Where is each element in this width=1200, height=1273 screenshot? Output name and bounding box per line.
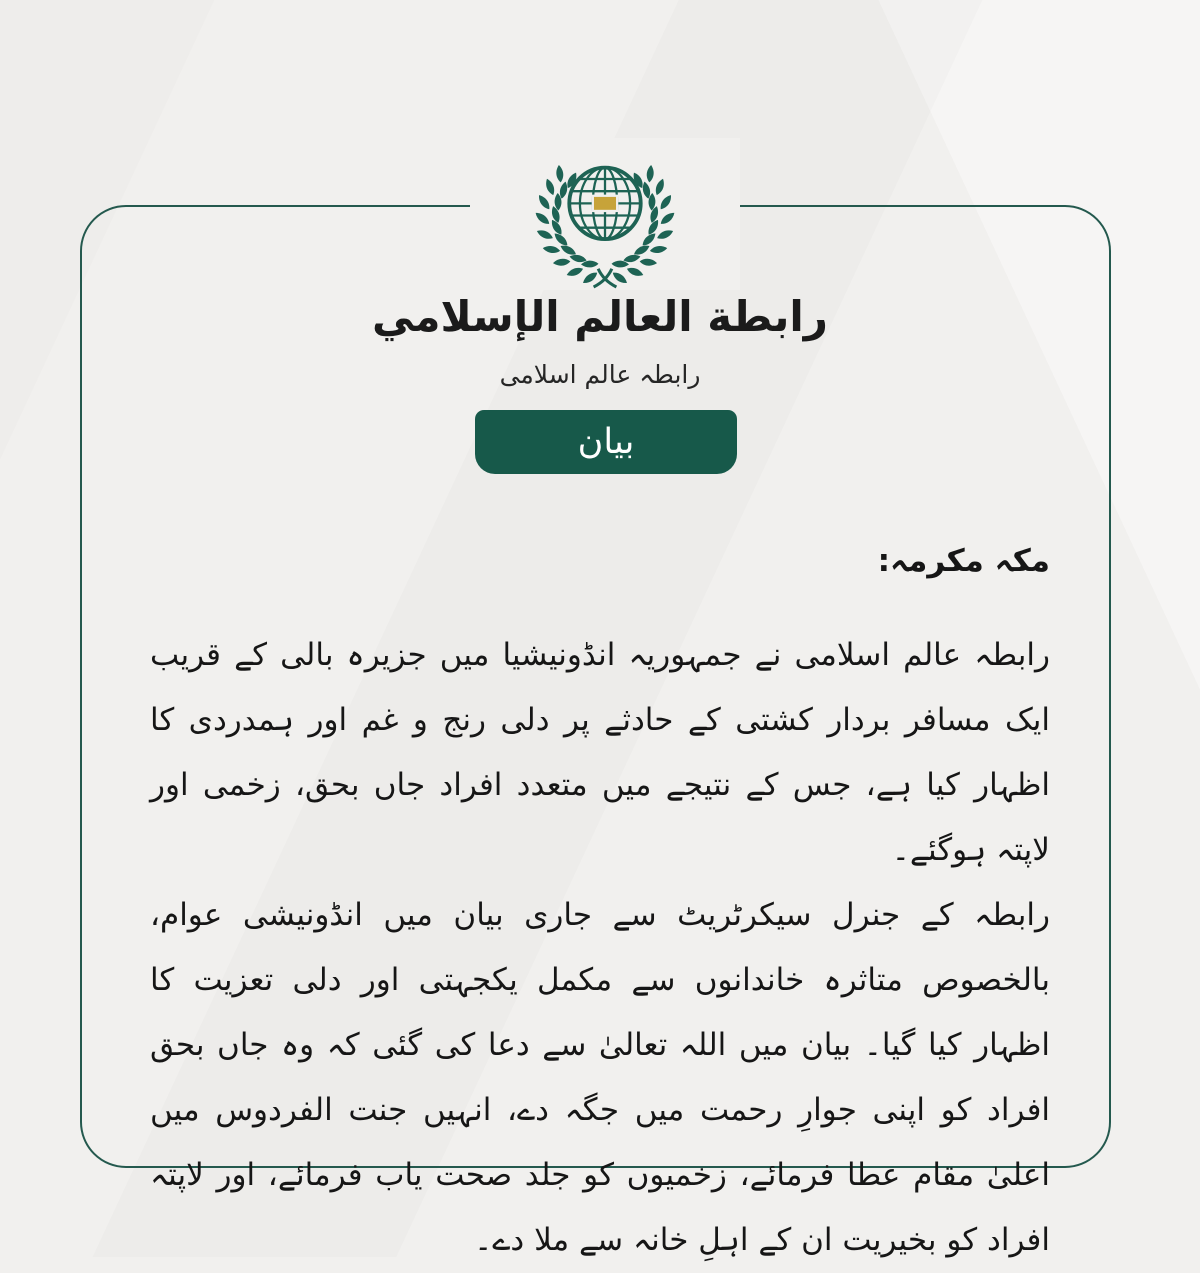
wreath-stems-icon — [594, 269, 617, 287]
calligraphy-subtitle: رابطہ عالم اسلامی — [499, 360, 701, 389]
kaaba-icon — [593, 196, 617, 211]
logo-area — [470, 138, 740, 290]
statement-banner — [475, 410, 737, 474]
calligraphy-title: رابطة العالم الإسلامي — [372, 292, 828, 341]
statement-body — [150, 543, 1050, 1273]
statement-paragraph-2: رابطہ کے جنرل سیکرٹریٹ سے جاری بیان میں انڈونیشی عوام، بالخصوص متاثرہ خاندانوں سے مکمل یکجہتی اور دلی تعزیت کا اظہار کیا گیا۔ بیان میں اللہ تعالیٰ سے دعا کی گئی کہ وہ جاں بحق افراد کو اپنی جوارِ رحمت میں جگہ دے، انہیں جنت الفردوس میں اعلیٰ مقام عطا فرمائے، زخمیوں کو جلد صحت یاب فرمائے، اور لاپتہ افراد کو بخیریت ان کے اہلِ خانہ سے ملا دے۔ — [150, 897, 1050, 1258]
mwl-logo-icon — [529, 138, 681, 290]
statement-paragraph-1: رابطہ عالم اسلامی نے جمہوریہ انڈونیشیا میں جزیرہ بالی کے قریب ایک مسافر بردار کشتی کے حادثے پر دلی رنج و غم اور ہمدردی کا اظہار کیا ہے، جس کے نتیجے میں متعدد افراد جاں بحق، زخمی اور لاپتہ ہوگئے۔ — [150, 637, 1050, 868]
statement-banner-label: بيان — [577, 422, 635, 462]
dateline: مکہ مکرمہ: — [877, 543, 1050, 579]
